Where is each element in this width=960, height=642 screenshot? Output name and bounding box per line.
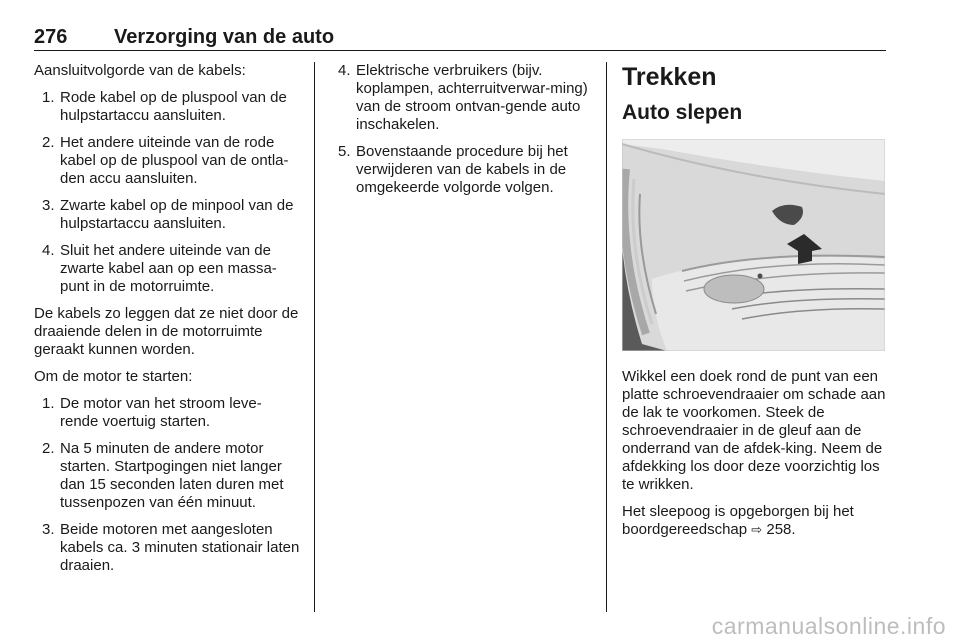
column-3 (622, 62, 888, 548)
step-text: Elektrische verbruikers (bijv. koplampen, achterruitverwar-ming) van de stroom ontvan-gende auto inschakelen. (356, 62, 588, 133)
step-text: Bovenstaande procedure bij het verwijderen van de kabels in de omgekeerde volgorde volgen. (356, 143, 568, 196)
list-item (34, 197, 300, 233)
step-number: 4. (42, 242, 55, 259)
list-item (34, 134, 300, 188)
page-number: 276 (34, 26, 68, 48)
step-text: Beide motoren met aangesloten kabels ca. 3 minuten stationair laten draaien. (60, 521, 300, 574)
step-number: 3. (42, 197, 55, 214)
start-steps-list (34, 395, 300, 575)
step-number: 4. (338, 62, 351, 79)
step-number: 5. (338, 143, 351, 160)
column-divider (314, 62, 315, 612)
arrow-reference-icon[interactable]: ⇨ (751, 522, 763, 537)
towing-eye-note (622, 503, 888, 539)
step-text: Het andere uiteinde van de rode kabel op de pluspool van de ontla-den accu aansluiten. (60, 134, 289, 187)
list-item (330, 143, 590, 197)
header-rule (34, 50, 886, 51)
step-number: 1. (42, 395, 55, 412)
step-text: Sluit het andere uiteinde van de zwarte kabel aan op een massa-punt in de motorruimte. (60, 242, 277, 295)
section-title: Trekken (622, 63, 717, 91)
towing-eye-text: Het sleepoog is opgeborgen bij het boordgereedschap (622, 503, 854, 538)
step-text: Na 5 minuten de andere motor starten. Startpogingen niet langer dan 15 seconden laten duren met tussenpozen van één minuut. (60, 440, 284, 511)
start-intro: Om de motor te starten: (34, 368, 193, 385)
step-text: Zwarte kabel op de minpool van de hulpstartaccu aansluiten. (60, 197, 294, 232)
step-number: 2. (42, 440, 55, 457)
car-front-illustration (622, 139, 885, 351)
connection-intro: Aansluitvolgorde van de kabels: (34, 62, 246, 79)
watermark: carmanualsonline.info (711, 613, 946, 639)
list-item (34, 242, 300, 296)
step-text: Rode kabel op de pluspool van de hulpstartaccu aansluiten. (60, 89, 287, 124)
cable-steps-list (330, 62, 590, 197)
subsection-title: Auto slepen (622, 101, 743, 124)
connection-steps-list (34, 89, 300, 296)
towing-instructions: Wikkel een doek rond de punt van een platte schroevendraaier om schade aan de lak te voorkomen. Steek de schroevendraaier in de gleuf aan de onderrand van de afdek-king. Neem de afdekking los door deze voorzichtig los te wrikken. (622, 368, 886, 493)
page-header (34, 26, 886, 52)
page-reference[interactable]: 258. (766, 521, 796, 538)
step-text: De motor van het stroom leve-rende voertuig starten. (60, 395, 262, 430)
list-item (34, 521, 300, 575)
step-number: 3. (42, 521, 55, 538)
column-divider (606, 62, 607, 612)
list-item (34, 89, 300, 125)
column-2 (330, 62, 590, 206)
step-number: 1. (42, 89, 55, 106)
column-1 (34, 62, 300, 584)
step-number: 2. (42, 134, 55, 151)
cable-note: De kabels zo leggen dat ze niet door de draaiende delen in de motorruimte geraakt kunnen worden. (34, 305, 299, 358)
list-item (34, 395, 300, 431)
list-item (34, 440, 300, 512)
page-title: Verzorging van de auto (114, 26, 335, 48)
list-item (330, 62, 590, 134)
